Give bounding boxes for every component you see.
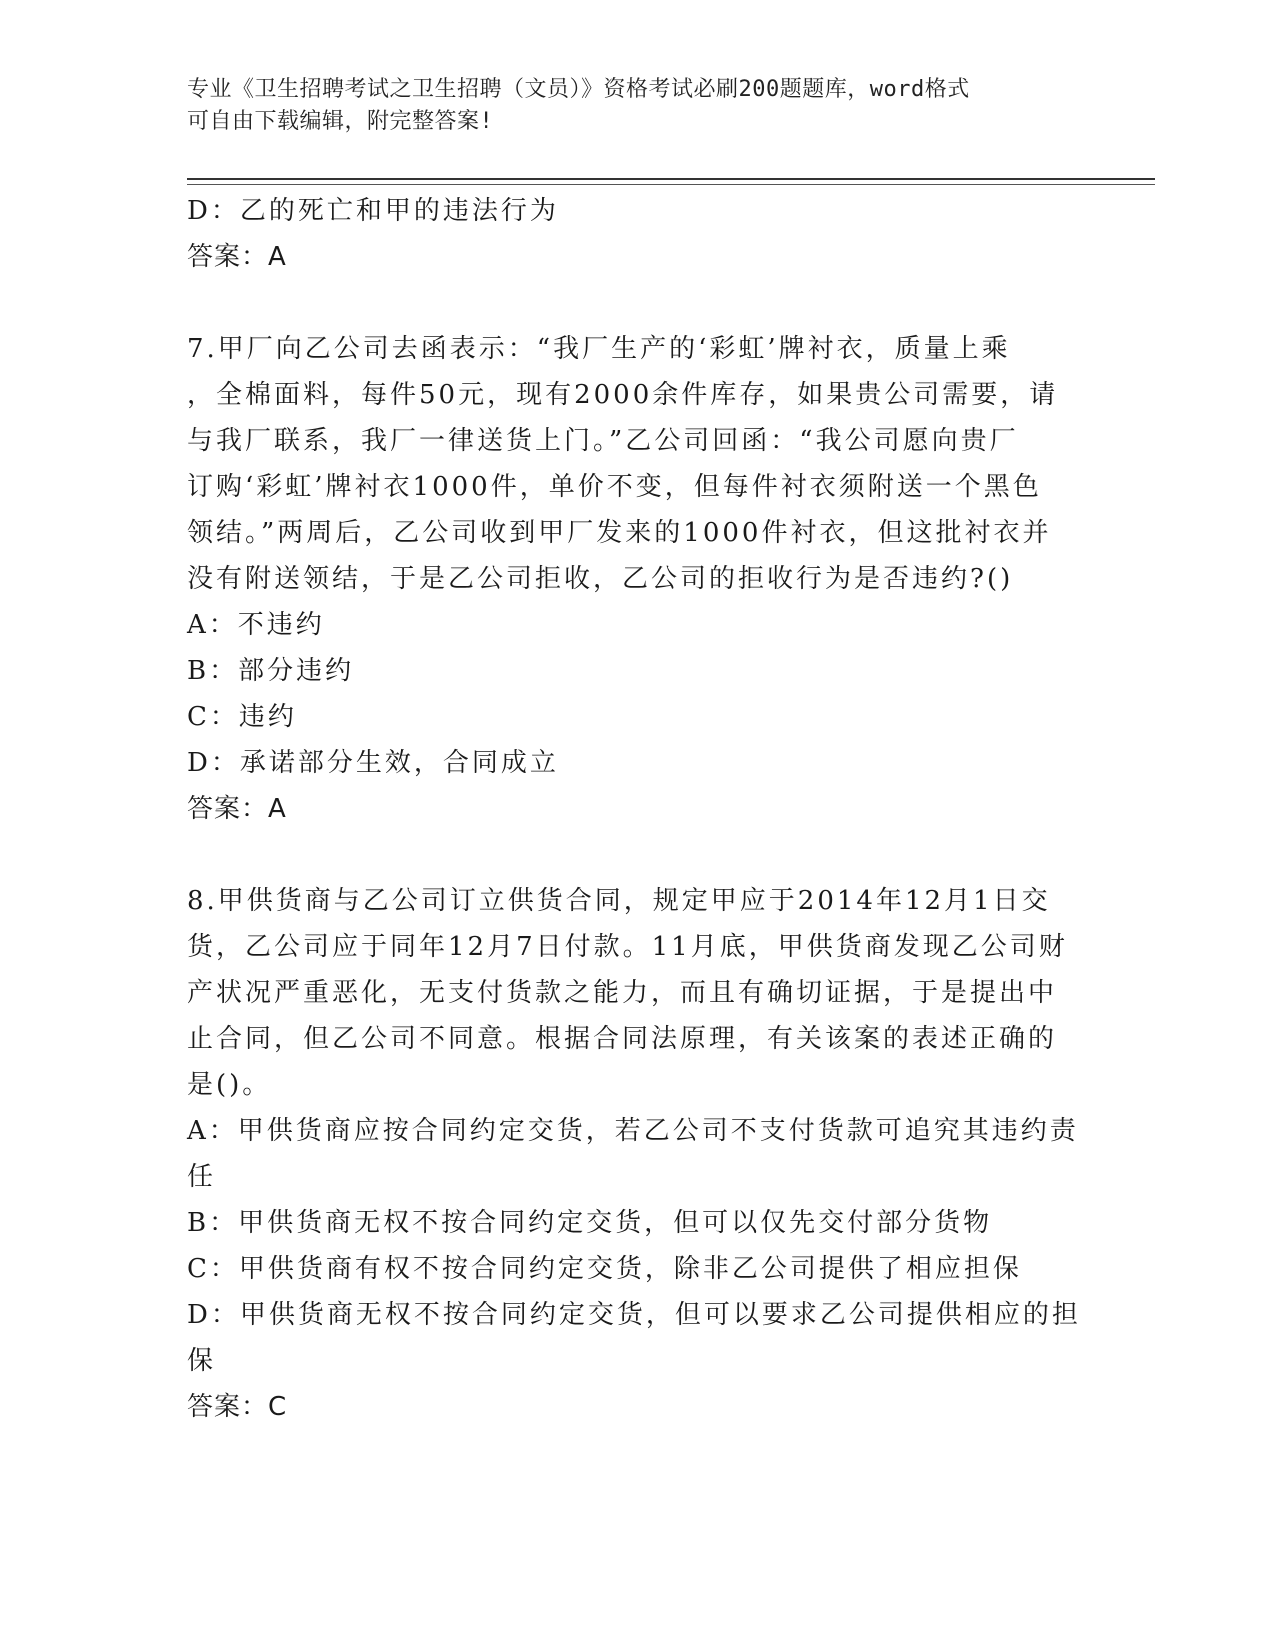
option-b: B：部分违约 — [187, 656, 355, 686]
answer-line — [187, 786, 1087, 832]
option-line: 保 — [187, 1346, 217, 1376]
answer-value: C — [268, 1392, 288, 1422]
option-d: D：乙的死亡和甲的违法行为 — [187, 196, 559, 226]
question-line: 是()。 — [187, 1070, 272, 1100]
question-line: 领结。”两周后，乙公司收到甲厂发来的1000件衬衣，但这批衬衣并 — [187, 518, 1052, 548]
question-line: ，全棉面料，每件50元，现有2000余件库存，如果贵公司需要，请 — [187, 380, 1059, 410]
option-d: D：承诺部分生效，合同成立 — [187, 748, 559, 778]
document-body — [187, 188, 1087, 1430]
spacer — [187, 280, 1087, 326]
spacer — [187, 832, 1087, 878]
header-divider-thin — [187, 184, 1155, 185]
question-line: 7.甲厂向乙公司去函表示：“我厂生产的‘彩虹’牌衬衣，质量上乘 — [187, 334, 1011, 364]
question-line: 产状况严重恶化，无支付货款之能力，而且有确切证据，于是提出中 — [187, 978, 1058, 1008]
question-line: 没有附送领结，于是乙公司拒收，乙公司的拒收行为是否违约?() — [187, 564, 1014, 594]
option-b — [187, 1200, 1087, 1246]
question-line: 订购‘彩虹’牌衬衣1000件，单价不变，但每件衬衣须附送一个黑色 — [187, 472, 1042, 502]
option-a — [187, 1108, 1087, 1200]
answer-label: 答案： — [187, 1392, 269, 1422]
answer-line — [187, 234, 1087, 280]
document-header — [187, 74, 1067, 138]
option-c: C：违约 — [187, 702, 297, 732]
question-line: 与我厂联系，我厂一律送货上门。”乙公司回函：“我公司愿向贵厂 — [187, 426, 1019, 456]
prev-question — [187, 188, 1087, 280]
option-line: D：甲供货商无权不按合同约定交货，但可以要求乙公司提供相应的担 — [187, 1300, 1081, 1330]
question-line: 8.甲供货商与乙公司订立供货合同，规定甲应于2014年12月1日交 — [187, 886, 1051, 916]
option-d — [187, 1292, 1087, 1384]
option-line: C：甲供货商有权不按合同约定交货，除非乙公司提供了相应担保 — [187, 1254, 1022, 1284]
header-line-2: 可自由下载编辑，附完整答案! — [187, 109, 494, 134]
option-line: A：甲供货商应按合同约定交货，若乙公司不支付货款可追究其违约责 — [187, 1116, 1079, 1146]
option-c — [187, 1246, 1087, 1292]
answer-value: A — [268, 794, 287, 824]
question-text — [187, 326, 1087, 602]
option-line: 任 — [187, 1162, 217, 1192]
option-a: A：不违约 — [187, 610, 325, 640]
header-line-1: 专业《卫生招聘考试之卫生招聘（文员）》资格考试必刷200题题库，word格式 — [187, 77, 970, 102]
question-7 — [187, 326, 1087, 832]
answer-label: 答案： — [187, 242, 269, 272]
answer-value: A — [268, 242, 287, 272]
answer-label: 答案： — [187, 794, 269, 824]
answer-line — [187, 1384, 1087, 1430]
option-line: B：甲供货商无权不按合同约定交货，但可以仅先交付部分货物 — [187, 1208, 993, 1238]
question-8 — [187, 878, 1087, 1430]
header-divider-thick — [187, 178, 1155, 180]
question-line: 止合同，但乙公司不同意。根据合同法原理，有关该案的表述正确的 — [187, 1024, 1058, 1054]
question-line: 货，乙公司应于同年12月7日付款。11月底，甲供货商发现乙公司财 — [187, 932, 1068, 962]
question-text — [187, 878, 1087, 1108]
